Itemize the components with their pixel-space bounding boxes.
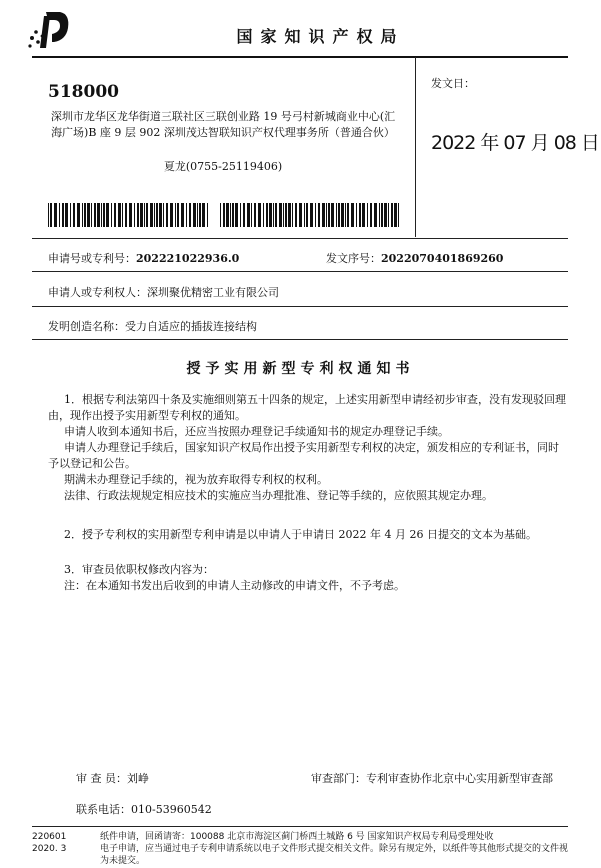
paragraph-1e: 法律、行政法规规定相应技术的实施应当办理批准、登记等手续的，应依照其规定办理。: [64, 489, 493, 502]
application-number-label: 申请号或专利号：: [48, 252, 136, 265]
applicant-label: 申请人或专利权人：: [48, 286, 147, 299]
notice-body-2: [48, 527, 568, 543]
header-rule: [32, 56, 568, 58]
header-divider: [415, 57, 416, 237]
barcode-left: [48, 203, 208, 227]
paragraph-1c: 申请人办理登记手续后，国家知识产权局作出授予实用新型专利权的决定，颁发相应的专利证书，同时予以登记和公告。: [48, 441, 559, 470]
serial-number-label: 发文序号：: [326, 252, 381, 265]
recipient-address: 深圳市龙华区龙华街道三联社区三联创业路 19 号弓村新城商业中心(汇海广场)B 座 9 层 902 深圳茂达智联知识产权代理事务所（普通合伙）: [50, 110, 396, 139]
invention-label: 发明创造名称：: [48, 320, 125, 333]
notice-body: [48, 392, 568, 504]
rule-2: [32, 271, 568, 272]
send-date-value: 2022 年 07 月 08 日: [431, 132, 599, 154]
serial-number-value: 2022070401869260: [381, 252, 504, 265]
applicant-row: [48, 284, 279, 300]
rule-1: [32, 238, 568, 239]
examiner: 审 查 员：刘峥: [76, 772, 149, 785]
applicant-value: 深圳聚优精密工业有限公司: [147, 286, 279, 299]
serial-number-row: [326, 250, 503, 266]
application-number-row: [48, 250, 239, 266]
invention-value: 受力自适应的插拔连接结构: [125, 320, 257, 333]
department: 审查部门：专利审查协作北京中心实用新型审查部: [311, 772, 553, 785]
paragraph-1b: 申请人收到本通知书后，还应当按照办理登记手续通知书的规定办理登记手续。: [64, 425, 449, 438]
note: 注：在本通知书发出后收到的申请人主动修改的申请文件，不予考虑。: [64, 579, 405, 592]
postcode: 518000: [48, 82, 119, 102]
office-name: 国家知识产权局: [236, 27, 405, 46]
mailing-info: 纸件申请，回函请寄：100088 北京市海淀区蓟门桥西土城路 6 号 国家知识产权局专利局受理处收: [100, 832, 494, 842]
form-code-1: 220601: [32, 832, 67, 842]
send-date-label: 发文日：: [431, 77, 475, 90]
paragraph-1: 1．根据专利法第四十条及实施细则第五十四条的规定，上述实用新型申请经初步审查，没有发现驳回理由，现作出授予实用新型专利权的通知。: [48, 393, 566, 422]
application-number-value: 202221022936.0: [136, 252, 240, 265]
rule-4: [32, 339, 568, 340]
rule-3: [32, 306, 568, 307]
paragraph-3: 3．审查员依职权修改内容为：: [64, 563, 214, 576]
phone: 联系电话：010-53960542: [76, 803, 212, 816]
form-code-2: 2020. 3: [32, 844, 67, 854]
barcode-right: [220, 203, 400, 227]
electronic-info: 电子申请，应当通过电子专利申请系统以电子文件形式提交相关文件。除另有规定外，以纸件等其他形式提交的文件视为未提交。: [100, 844, 569, 866]
paragraph-1d: 期满未办理登记手续的，视为放弃取得专利权的权利。: [64, 473, 328, 486]
notice-title: 授予实用新型专利权通知书: [186, 361, 415, 377]
notice-body-3: [48, 562, 568, 594]
footer-rule: [32, 826, 568, 827]
paragraph-2: 2．授予专利权的实用新型专利申请是以申请人于申请日 2022 年 4 月 26 日提交的文本为基础。: [64, 528, 537, 541]
invention-row: [48, 318, 257, 334]
recipient-contact: 夏龙(0755-25119406): [163, 160, 283, 173]
